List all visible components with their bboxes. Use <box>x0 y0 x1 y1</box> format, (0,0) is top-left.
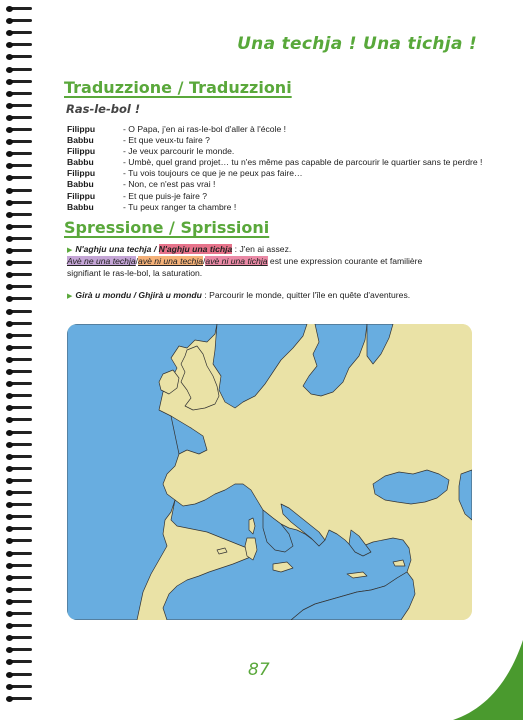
ring-wire <box>10 576 32 579</box>
ring-wire <box>10 370 32 373</box>
spiral-ring <box>6 309 34 315</box>
ring-hole <box>6 345 13 351</box>
spiral-ring <box>6 623 34 629</box>
ring-wire <box>10 346 32 349</box>
ring-wire <box>10 564 32 567</box>
spiral-ring <box>6 18 34 24</box>
ring-hole <box>6 224 13 230</box>
separator: / <box>151 244 159 254</box>
speaker: Filippu <box>67 168 96 179</box>
ring-hole <box>6 490 13 496</box>
ring-hole <box>6 321 13 327</box>
ring-hole <box>6 393 13 399</box>
ring-wire <box>10 237 32 240</box>
speech: - O Papa, j'en ai ras-le-bol d'aller à l'école ! <box>123 124 287 134</box>
spiral-ring <box>6 212 34 218</box>
speaker: Filippu <box>67 146 96 157</box>
ring-hole <box>6 587 13 593</box>
ring-wire <box>10 140 32 143</box>
ring-wire <box>10 55 32 58</box>
ring-wire <box>10 213 32 216</box>
ring-hole <box>6 659 13 665</box>
speech: - Umbè, quel grand projet… tu n'es même pas capable de parcourir le quartier sans te perdre ! <box>123 157 483 168</box>
spiral-ring <box>6 611 34 617</box>
dialogue-subtitle: Ras-le-bol ! <box>66 102 141 116</box>
spiral-ring <box>6 321 34 327</box>
spiral-ring <box>6 587 34 593</box>
ring-wire <box>10 648 32 651</box>
ring-wire <box>10 297 32 300</box>
ring-wire <box>10 31 32 34</box>
dialogue-line <box>67 191 487 202</box>
ring-hole <box>6 42 13 48</box>
ring-wire <box>10 382 32 385</box>
ring-hole <box>6 151 13 157</box>
spiral-ring <box>6 659 34 665</box>
ring-wire <box>10 636 32 639</box>
ring-wire <box>10 285 32 288</box>
ring-wire <box>10 80 32 83</box>
spiral-ring <box>6 502 34 508</box>
ring-hole <box>6 538 13 544</box>
ring-wire <box>10 443 32 446</box>
ring-wire <box>10 539 32 542</box>
spiral-binding <box>6 6 36 712</box>
spiral-ring <box>6 200 34 206</box>
ring-hole <box>6 309 13 315</box>
ring-hole <box>6 248 13 254</box>
spiral-ring <box>6 684 34 690</box>
spiral-ring <box>6 115 34 121</box>
ring-wire <box>10 467 32 470</box>
ring-hole <box>6 296 13 302</box>
europe-mediterranean-map <box>67 324 472 620</box>
ring-wire <box>10 7 32 10</box>
ring-hole <box>6 212 13 218</box>
speaker: Babbu <box>67 201 94 212</box>
dialogue <box>67 124 487 213</box>
spiral-ring <box>6 672 34 678</box>
ring-hole <box>6 623 13 629</box>
ring-wire <box>10 310 32 313</box>
ring-wire <box>10 612 32 615</box>
expression-description-2: signifiant le ras-le-bol, la saturation. <box>67 267 203 278</box>
ring-hole <box>6 115 13 121</box>
speaker: Babbu <box>67 179 94 190</box>
ring-hole <box>6 563 13 569</box>
map-svg <box>67 324 472 620</box>
spiral-ring <box>6 91 34 97</box>
ring-hole <box>6 163 13 169</box>
ring-hole <box>6 551 13 557</box>
corner-decoration <box>453 640 523 720</box>
ring-hole <box>6 30 13 36</box>
speech: - Et que veux-tu faire ? <box>123 135 210 146</box>
spiral-ring <box>6 236 34 242</box>
ring-wire <box>10 261 32 264</box>
ring-wire <box>10 43 32 46</box>
spiral-ring <box>6 417 34 423</box>
ring-wire <box>10 406 32 409</box>
spiral-ring <box>6 151 34 157</box>
expression-meaning: : J'en ai assez. <box>232 244 292 254</box>
ring-wire <box>10 503 32 506</box>
spiral-ring <box>6 490 34 496</box>
expression-2 <box>67 290 477 302</box>
spiral-ring <box>6 466 34 472</box>
ring-wire <box>10 201 32 204</box>
section-title-translation: Traduzzione / Traduzzioni <box>64 78 292 97</box>
spiral-ring <box>6 563 34 569</box>
ring-hole <box>6 502 13 508</box>
spiral-ring <box>6 345 34 351</box>
ring-hole <box>6 54 13 60</box>
ring-wire <box>10 685 32 688</box>
spiral-ring <box>6 538 34 544</box>
ring-hole <box>6 478 13 484</box>
spiral-ring <box>6 175 34 181</box>
speech: - Non, ce n'est pas vrai ! <box>123 179 216 190</box>
spiral-ring <box>6 127 34 133</box>
ring-hole <box>6 381 13 387</box>
spiral-ring <box>6 551 34 557</box>
ring-hole <box>6 514 13 520</box>
variant-a: Avè ne una techja <box>67 256 136 267</box>
spiral-ring <box>6 478 34 484</box>
ring-wire <box>10 68 32 71</box>
ring-wire <box>10 600 32 603</box>
ring-wire <box>10 176 32 179</box>
ring-wire <box>10 673 32 676</box>
ring-hole <box>6 91 13 97</box>
ring-hole <box>6 67 13 73</box>
ring-wire <box>10 515 32 518</box>
ring-wire <box>10 189 32 192</box>
ring-hole <box>6 369 13 375</box>
ring-wire <box>10 431 32 434</box>
spiral-ring <box>6 635 34 641</box>
ring-hole <box>6 127 13 133</box>
ring-wire <box>10 249 32 252</box>
spiral-ring <box>6 381 34 387</box>
spiral-ring <box>6 248 34 254</box>
expression-term: Girà u mondu / Ghjirà u mondu <box>75 290 202 300</box>
ring-hole <box>6 454 13 460</box>
bullet-triangle-icon: ▶ <box>67 293 73 300</box>
speaker: Babbu <box>67 135 94 146</box>
spiral-ring <box>6 296 34 302</box>
spiral-ring <box>6 575 34 581</box>
variant-c: avè ni una tichja <box>205 256 268 267</box>
speech: - Tu peux ranger ta chambre ! <box>123 201 237 212</box>
ring-wire <box>10 479 32 482</box>
spiral-ring <box>6 67 34 73</box>
spiral-ring <box>6 42 34 48</box>
ring-hole <box>6 647 13 653</box>
ring-wire <box>10 418 32 421</box>
ring-hole <box>6 357 13 363</box>
spiral-ring <box>6 188 34 194</box>
speech: - Je veux parcourir le monde. <box>123 146 235 157</box>
ring-hole <box>6 526 13 532</box>
speaker: Babbu <box>67 157 94 168</box>
expression-meaning: : Parcourir le monde, quitter l'île en quête d'aventures. <box>201 290 411 300</box>
ring-wire <box>10 358 32 361</box>
spiral-ring <box>6 454 34 460</box>
page-number: 87 <box>248 660 270 680</box>
spiral-ring <box>6 260 34 266</box>
spiral-ring <box>6 79 34 85</box>
ring-hole <box>6 6 13 12</box>
dialogue-line <box>67 146 487 157</box>
ring-hole <box>6 272 13 278</box>
expression-1 <box>67 244 477 279</box>
dialogue-line <box>67 124 487 135</box>
spiral-ring <box>6 430 34 436</box>
spiral-ring <box>6 357 34 363</box>
spiral-ring <box>6 405 34 411</box>
ring-hole <box>6 79 13 85</box>
spiral-ring <box>6 647 34 653</box>
series-title: Una techja ! Una tichja ! <box>237 34 477 54</box>
spiral-ring <box>6 393 34 399</box>
ring-wire <box>10 322 32 325</box>
ring-hole <box>6 333 13 339</box>
spiral-ring <box>6 30 34 36</box>
slash: / <box>135 256 139 267</box>
spiral-ring <box>6 599 34 605</box>
ring-wire <box>10 697 32 700</box>
speaker: Filippu <box>67 190 96 201</box>
ring-hole <box>6 284 13 290</box>
ring-hole <box>6 599 13 605</box>
spiral-ring <box>6 139 34 145</box>
spiral-ring <box>6 6 34 12</box>
spiral-ring <box>6 284 34 290</box>
ring-hole <box>6 575 13 581</box>
ring-wire <box>10 660 32 663</box>
spiral-ring <box>6 369 34 375</box>
ring-hole <box>6 188 13 194</box>
ring-wire <box>10 116 32 119</box>
ring-hole <box>6 611 13 617</box>
ring-wire <box>10 527 32 530</box>
ring-hole <box>6 430 13 436</box>
ring-wire <box>10 552 32 555</box>
ring-hole <box>6 417 13 423</box>
ring-hole <box>6 175 13 181</box>
ring-hole <box>6 466 13 472</box>
ring-wire <box>10 491 32 494</box>
ring-hole <box>6 139 13 145</box>
expression-term-a: N'aghju una techja <box>75 244 152 254</box>
ring-hole <box>6 442 13 448</box>
ring-hole <box>6 103 13 109</box>
spiral-ring <box>6 103 34 109</box>
ring-hole <box>6 260 13 266</box>
ring-wire <box>10 164 32 167</box>
spiral-ring <box>6 526 34 532</box>
ring-wire <box>10 334 32 337</box>
dialogue-line <box>67 135 487 146</box>
dialogue-line <box>67 202 487 213</box>
ring-wire <box>10 225 32 228</box>
ring-hole <box>6 236 13 242</box>
ring-wire <box>10 104 32 107</box>
ring-wire <box>10 624 32 627</box>
spiral-ring <box>6 224 34 230</box>
speech: - Tu vois toujours ce que je ne peux pas faire… <box>123 168 303 179</box>
ring-wire <box>10 273 32 276</box>
ring-wire <box>10 92 32 95</box>
spiral-ring <box>6 514 34 520</box>
ring-wire <box>10 128 32 131</box>
speaker: Filippu <box>67 124 96 134</box>
ring-hole <box>6 200 13 206</box>
expression-description: est une expression courante et familière <box>267 256 423 267</box>
spiral-ring <box>6 442 34 448</box>
ring-hole <box>6 18 13 24</box>
ring-hole <box>6 696 13 702</box>
ring-hole <box>6 672 13 678</box>
ring-wire <box>10 394 32 397</box>
spiral-ring <box>6 696 34 702</box>
dialogue-line <box>67 157 487 168</box>
ring-wire <box>10 455 32 458</box>
dialogue-line <box>67 168 487 179</box>
speech: - Et que puis-je faire ? <box>123 190 208 201</box>
ring-hole <box>6 684 13 690</box>
spiral-ring <box>6 333 34 339</box>
bullet-triangle-icon: ▶ <box>67 247 73 254</box>
ring-wire <box>10 588 32 591</box>
dialogue-line <box>67 179 487 190</box>
section-title-expression: Spressione / Sprissioni <box>64 218 270 237</box>
variant-b: avè ni una techja <box>138 256 204 267</box>
spiral-ring <box>6 272 34 278</box>
ring-wire <box>10 152 32 155</box>
ring-hole <box>6 405 13 411</box>
ring-hole <box>6 635 13 641</box>
spiral-ring <box>6 163 34 169</box>
spiral-ring <box>6 54 34 60</box>
ring-wire <box>10 19 32 22</box>
expression-term-b: N'aghju una tichja <box>158 244 233 254</box>
